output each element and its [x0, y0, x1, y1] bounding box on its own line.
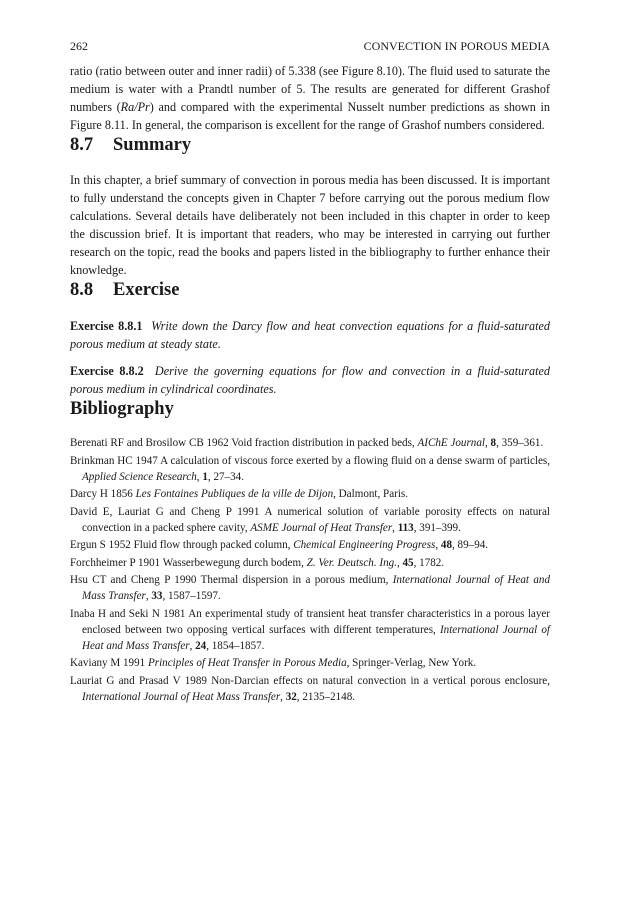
bib-volume: 113 — [397, 521, 414, 534]
bib-pages: , 359–361. — [496, 437, 544, 449]
bib-volume: 32 — [285, 690, 297, 703]
exercise-text: Write down the Darcy flow and heat convection equations for a fluid-saturated porous medium at steady state. — [70, 319, 550, 351]
section-heading-exercise — [70, 279, 550, 301]
exercise-text: Derive the governing equations for flow and convection in a fluid-saturated porous medium in cylindrical coordinates. — [70, 364, 550, 396]
bibliography-heading: Bibliography — [70, 399, 174, 419]
bibliography-entry — [70, 486, 550, 502]
bib-volume: 48 — [440, 539, 452, 551]
bib-separator: , — [392, 521, 398, 534]
bibliography-entry — [70, 606, 550, 654]
bib-journal: AIChE Journal — [417, 437, 485, 449]
bibliography-entry — [70, 555, 550, 571]
bib-separator: , — [145, 590, 152, 602]
section-heading-summary — [70, 134, 550, 156]
bib-publisher: , Dalmont, Paris. — [333, 488, 409, 500]
bib-journal: Chemical Engineering Progress — [293, 539, 436, 551]
bib-authors-title: David E, Lauriat G and Cheng P 1991 A numerical solution of variable porosity effects on natural convection in a packed sphere cavity, — [70, 505, 550, 534]
bib-separator: , — [396, 556, 403, 569]
page — [70, 38, 550, 706]
running-title: CONVECTION IN POROUS MEDIA — [363, 39, 550, 53]
exercise-item — [70, 362, 550, 398]
exercise-label: Exercise 8.8.2 — [70, 364, 144, 378]
bib-journal: Les Fontaines Publiques de la ville de Dijon — [135, 488, 334, 500]
bibliography-entry — [70, 655, 550, 671]
bib-pages: , 89–94. — [452, 539, 489, 551]
bib-journal: International Journal of Heat Mass Transfer — [82, 690, 281, 703]
summary-paragraph: In this chapter, a brief summary of convection in porous media has been discussed. It is important to fully understand the concepts given in Chapter 7 before carrying out the porous medium flow calculations. Several details have deliberately not been included in this chapter in order to keep the discussion brief. It is important that readers, who may be interested in carrying out further research on the topic, read the books and papers listed in the bibliography to further enhance their knowledge. — [70, 173, 550, 277]
bib-journal: Principles of Heat Transfer in Porous Media — [147, 657, 347, 669]
bib-pages: , 2135–2148. — [296, 690, 356, 703]
bib-pages: , 1782. — [413, 556, 445, 569]
bib-journal: Z. Ver. Deutsch. Ing. — [306, 556, 397, 569]
bib-separator: , — [435, 539, 441, 551]
bib-authors-title: Forchheimer P 1901 Wasserbewegung durch bodem, — [70, 556, 307, 569]
bib-authors-title: Kaviany M 1991 — [70, 657, 148, 669]
bib-journal: International Journal of Heat and Mass Transfer — [82, 574, 550, 602]
bib-volume: 45 — [402, 556, 414, 569]
bib-volume: 24 — [195, 639, 207, 652]
intro-paragraph — [70, 62, 550, 134]
intro-text-before: ratio (ratio between outer and inner radii) of 5.338 (see Figure 8.10). The fluid used to saturate the medium is water with a Prandtl number of 5. The results are generated for different Grashof numbers ( — [70, 64, 550, 114]
bibliography-entry — [70, 673, 550, 705]
bib-authors-title: Brinkman HC 1947 A calculation of viscous force exerted by a flowing fluid on a dense swarm of particles, — [70, 454, 550, 467]
inline-math: Ra/Pr — [120, 100, 150, 114]
bib-volume: 33 — [151, 590, 163, 602]
bib-journal: ASME Journal of Heat Transfer — [250, 521, 393, 534]
bib-publisher: , Springer-Verlag, New York. — [346, 657, 477, 669]
bib-authors-title: Hsu CT and Cheng P 1990 Thermal dispersion in a porous medium, — [70, 574, 393, 586]
bibliography-entry — [70, 453, 550, 485]
bib-journal: International Journal of Heat and Mass Transfer — [82, 623, 551, 652]
bib-pages: , 391–399. — [413, 521, 461, 534]
bib-authors-title: Inaba H and Seki N 1981 An experimental study of transient heat transfer characteristics in a porous layer enclosed between two opposing vertical surfaces with different temperatures, — [70, 607, 550, 636]
bib-authors-title: Ergun S 1952 Fluid flow through packed column, — [70, 539, 294, 551]
bib-separator: , — [189, 639, 196, 652]
exercise-item — [70, 317, 550, 353]
bib-separator: , — [484, 437, 491, 449]
bib-pages: , 1854–1857. — [206, 639, 265, 652]
section-number: 8.7 — [70, 135, 94, 155]
bib-pages: , 27–34. — [207, 470, 244, 483]
bibliography-entry — [70, 572, 550, 604]
bib-volume: 1 — [202, 470, 208, 483]
bibliography-entry — [70, 435, 550, 451]
bib-authors-title: Lauriat G and Prasad V 1989 Non-Darcian effects on natural convection in a vertical porous enclosure, — [70, 674, 550, 687]
section-title: Summary — [113, 135, 192, 155]
intro-text-after: ) and compared with the experimental Nusselt number predictions as shown in Figure 8.11. In general, the comparison is excellent for the range of Grashof numbers considered. — [70, 100, 551, 132]
bib-authors-title: Berenati RF and Brosilow CB 1962 Void fraction distribution in packed beds, — [70, 437, 418, 449]
bib-journal: Applied Science Research — [82, 470, 197, 483]
bib-separator: , — [196, 470, 203, 483]
bibliography-entry — [70, 537, 550, 553]
bib-pages: , 1587–1597. — [162, 590, 221, 602]
bib-volume: 8 — [490, 437, 497, 449]
bibliography-list — [70, 435, 550, 705]
page-number: 262 — [70, 39, 88, 53]
exercise-label: Exercise 8.8.1 — [70, 319, 143, 333]
running-header — [70, 38, 550, 54]
bibliography-entry — [70, 504, 550, 536]
bib-separator: , — [280, 690, 286, 703]
section-number: 8.8 — [70, 280, 94, 300]
section-title: Exercise — [113, 280, 180, 300]
bib-authors-title: Darcy H 1856 — [70, 488, 136, 500]
